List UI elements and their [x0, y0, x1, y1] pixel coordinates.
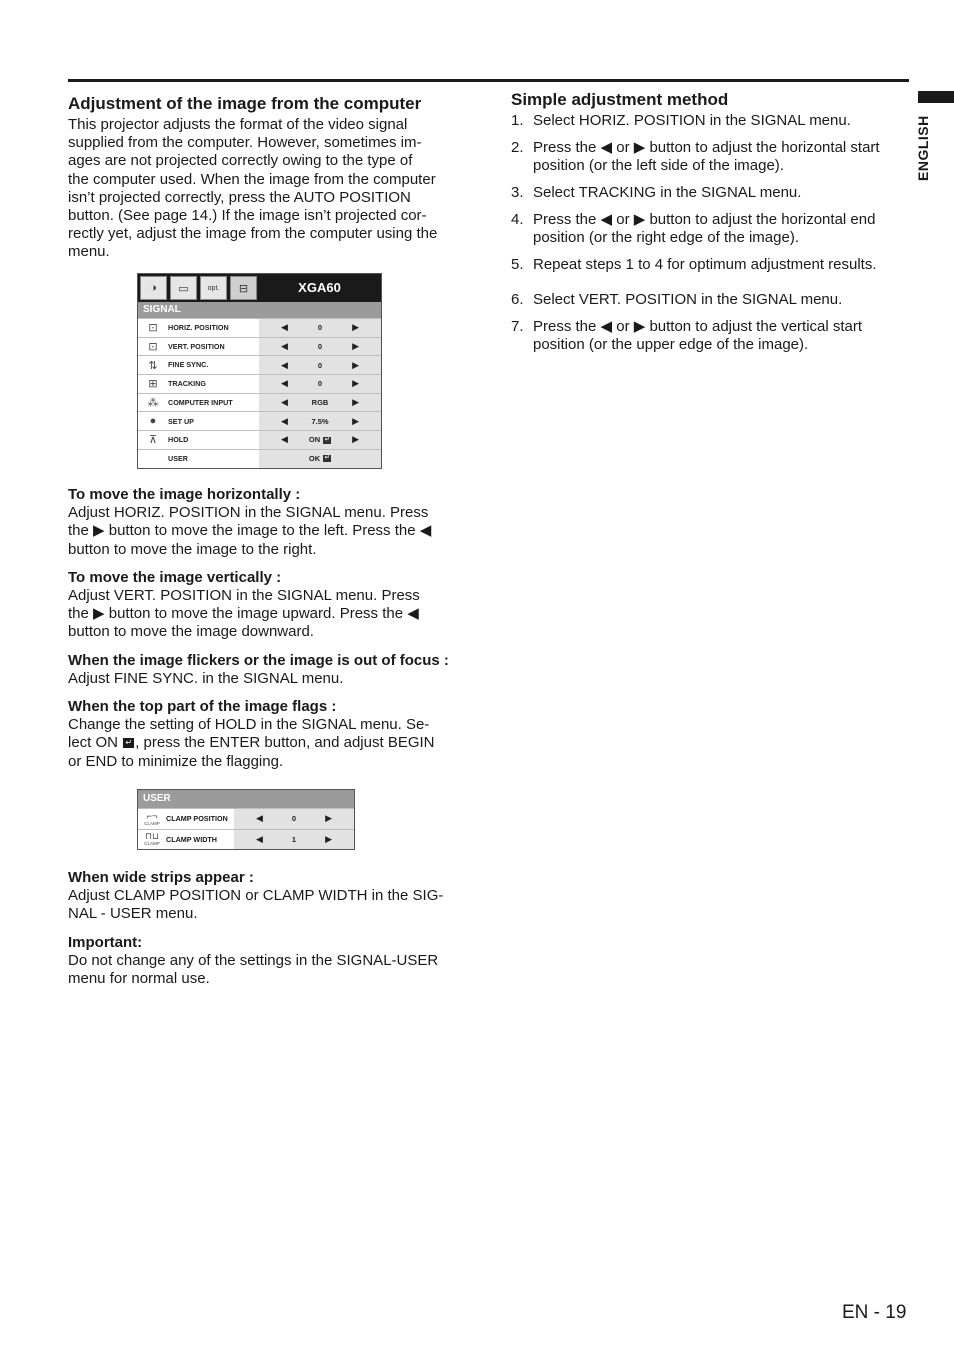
- right-column: [511, 90, 911, 363]
- subsection-important: Important: Do not change any of the settings in the SIGNAL-USER menu for normal use.: [68, 933, 439, 988]
- step-item: 4. Press the ◀ or ▶ button to adjust the horizontal end position (or the right edge of the image).: [511, 211, 876, 247]
- menu-row-hold: ⊼ HOLD ◀ ON ↵ ▶: [138, 430, 381, 449]
- left-arrow-icon: ◀: [281, 434, 288, 445]
- left-arrow-icon: ◀: [281, 341, 288, 352]
- menu-section-title: SIGNAL: [138, 302, 381, 318]
- set-up-icon: ●: [149, 415, 157, 428]
- step-item: 3. Select TRACKING in the SIGNAL menu.: [511, 184, 802, 202]
- left-arrow-icon: ◀: [281, 397, 288, 408]
- left-subsections: [68, 486, 468, 771]
- menu-row-clamp-width: ⊓⊔ CLAMP CLAMP WIDTH ◀ 1 ▶: [138, 829, 354, 850]
- language-tab-label: ENGLISH: [915, 115, 931, 181]
- user-menu: [137, 789, 355, 850]
- step-item: 5. Repeat steps 1 to 4 for optimum adjustment results.: [511, 256, 877, 274]
- option-tab-icon: opt.: [200, 276, 227, 300]
- left-arrow-icon: ◀: [281, 415, 288, 426]
- right-arrow-icon: ▶: [352, 359, 359, 370]
- enter-icon: ↵: [324, 455, 330, 462]
- vert-position-icon: ⊡: [148, 341, 158, 354]
- left-column: [68, 94, 468, 262]
- menu-row-fine-sync: ⇅ FINE SYNC. ◀ 0 ▶: [138, 355, 381, 374]
- subsection-horizontal: To move the image horizontally : Adjust HORIZ. POSITION in the SIGNAL menu. Press the ▶ button to move the image to the left. Press the ◀ button to move the image to the right.: [68, 486, 432, 558]
- left-arrow-icon: ◀: [256, 833, 263, 844]
- right-arrow-icon: ▶: [325, 833, 332, 844]
- menu-row-clamp-position: ⌐¬ CLAMP CLAMP POSITION ◀ 0 ▶: [138, 808, 354, 829]
- signal-menu: [137, 273, 382, 469]
- image-tab-icon: ▭: [170, 276, 197, 300]
- intro-paragraph: This projector adjusts the format of the video signal supplied from the computer. However, sometimes im- ages are not projected correctly owing to the type of the computer used. When the image from the computer isn’t projected correctly, press the AUTO POSITION button. (See page 14.) If the image isn’t projected cor- rectly yet, adjust the image from the computer using the menu.: [68, 116, 438, 261]
- top-rule: [68, 79, 909, 82]
- step-item: 7. Press the ◀ or ▶ button to adjust the vertical start position (or the upper edge of the image).: [511, 317, 863, 353]
- menu-row-user: USER OK ↵: [138, 449, 381, 468]
- fine-sync-icon: ⇅: [148, 359, 158, 372]
- left-arrow-icon: ◀: [281, 322, 288, 333]
- left-arrow-icon: ◀: [281, 359, 288, 370]
- computer-input-icon: ⁂: [147, 397, 159, 410]
- horiz-position-icon: ⊡: [148, 322, 158, 335]
- right-arrow-icon: ▶: [352, 341, 359, 352]
- right-arrow-icon: ▶: [352, 415, 359, 426]
- signal-tab-icon: ⊟: [230, 276, 257, 300]
- right-arrow-icon: ▶: [352, 397, 359, 408]
- right-arrow-icon: ▶: [325, 813, 332, 824]
- menu-row-tracking: ⊞ TRACKING ◀ 0 ▶: [138, 374, 381, 393]
- picture-tab-icon: ◑: [140, 276, 167, 300]
- menu-row-vert-position: ⊡ VERT. POSITION ◀ 0 ▶: [138, 337, 381, 356]
- menu-model-name: XGA60: [298, 280, 341, 295]
- subsection-flicker: When the image flickers or the image is out of focus : Adjust FINE SYNC. in the SIGNAL menu.: [68, 651, 449, 687]
- user-menu-title: USER: [138, 790, 354, 808]
- language-tab-bar: [918, 91, 954, 103]
- step-item: 1. Select HORIZ. POSITION in the SIGNAL menu.: [511, 112, 851, 129]
- enter-icon: ↵: [123, 738, 134, 748]
- subsection-strips: When wide strips appear : Adjust CLAMP POSITION or CLAMP WIDTH in the SIG- NAL - USER menu.: [68, 869, 444, 923]
- right-arrow-icon: ▶: [352, 322, 359, 333]
- left-arrow-icon: ◀: [256, 813, 263, 824]
- menu-row-set-up: ● SET UP ◀ 7.5% ▶: [138, 411, 381, 430]
- left-bottom-subsections: [68, 869, 468, 988]
- section-title-computer: Adjustment of the image from the computer: [68, 94, 422, 113]
- clamp-position-icon: ⌐¬ CLAMP: [144, 810, 160, 826]
- right-arrow-icon: ▶: [352, 434, 359, 445]
- right-arrow-icon: ▶: [352, 378, 359, 389]
- clamp-width-icon: ⊓⊔ CLAMP: [144, 831, 160, 847]
- menu-tab-bar: [138, 274, 381, 302]
- menu-row-horiz-position: ⊡ HORIZ. POSITION ◀ 0 ▶: [138, 318, 381, 337]
- enter-icon: ↵: [324, 436, 330, 443]
- hold-icon: ⊼: [148, 434, 158, 447]
- step-item: 6. Select VERT. POSITION in the SIGNAL menu.: [511, 290, 843, 308]
- left-arrow-icon: ◀: [281, 378, 288, 389]
- menu-row-computer-input: ⁂ COMPUTER INPUT ◀ RGB ▶: [138, 393, 381, 412]
- subsection-vertical: To move the image vertically : Adjust VERT. POSITION in the SIGNAL menu. Press the ▶ button to move the image upward. Press the ◀ button to move the image downward.: [68, 568, 420, 641]
- section-title-simple: Simple adjustment method: [511, 90, 729, 109]
- steps-list: [511, 112, 911, 354]
- subsection-flags: When the top part of the image flags : Change the setting of HOLD in the SIGNAL menu. Se- lect ON ↵ , press the ENTER button, and adjust BEGIN or END to minimize the flagging.: [68, 698, 435, 770]
- step-item: 2. Press the ◀ or ▶ button to adjust the horizontal start position (or the left side of the image).: [511, 139, 880, 175]
- page-number: EN - 19: [842, 1302, 907, 1323]
- tracking-icon: ⊞: [148, 378, 158, 391]
